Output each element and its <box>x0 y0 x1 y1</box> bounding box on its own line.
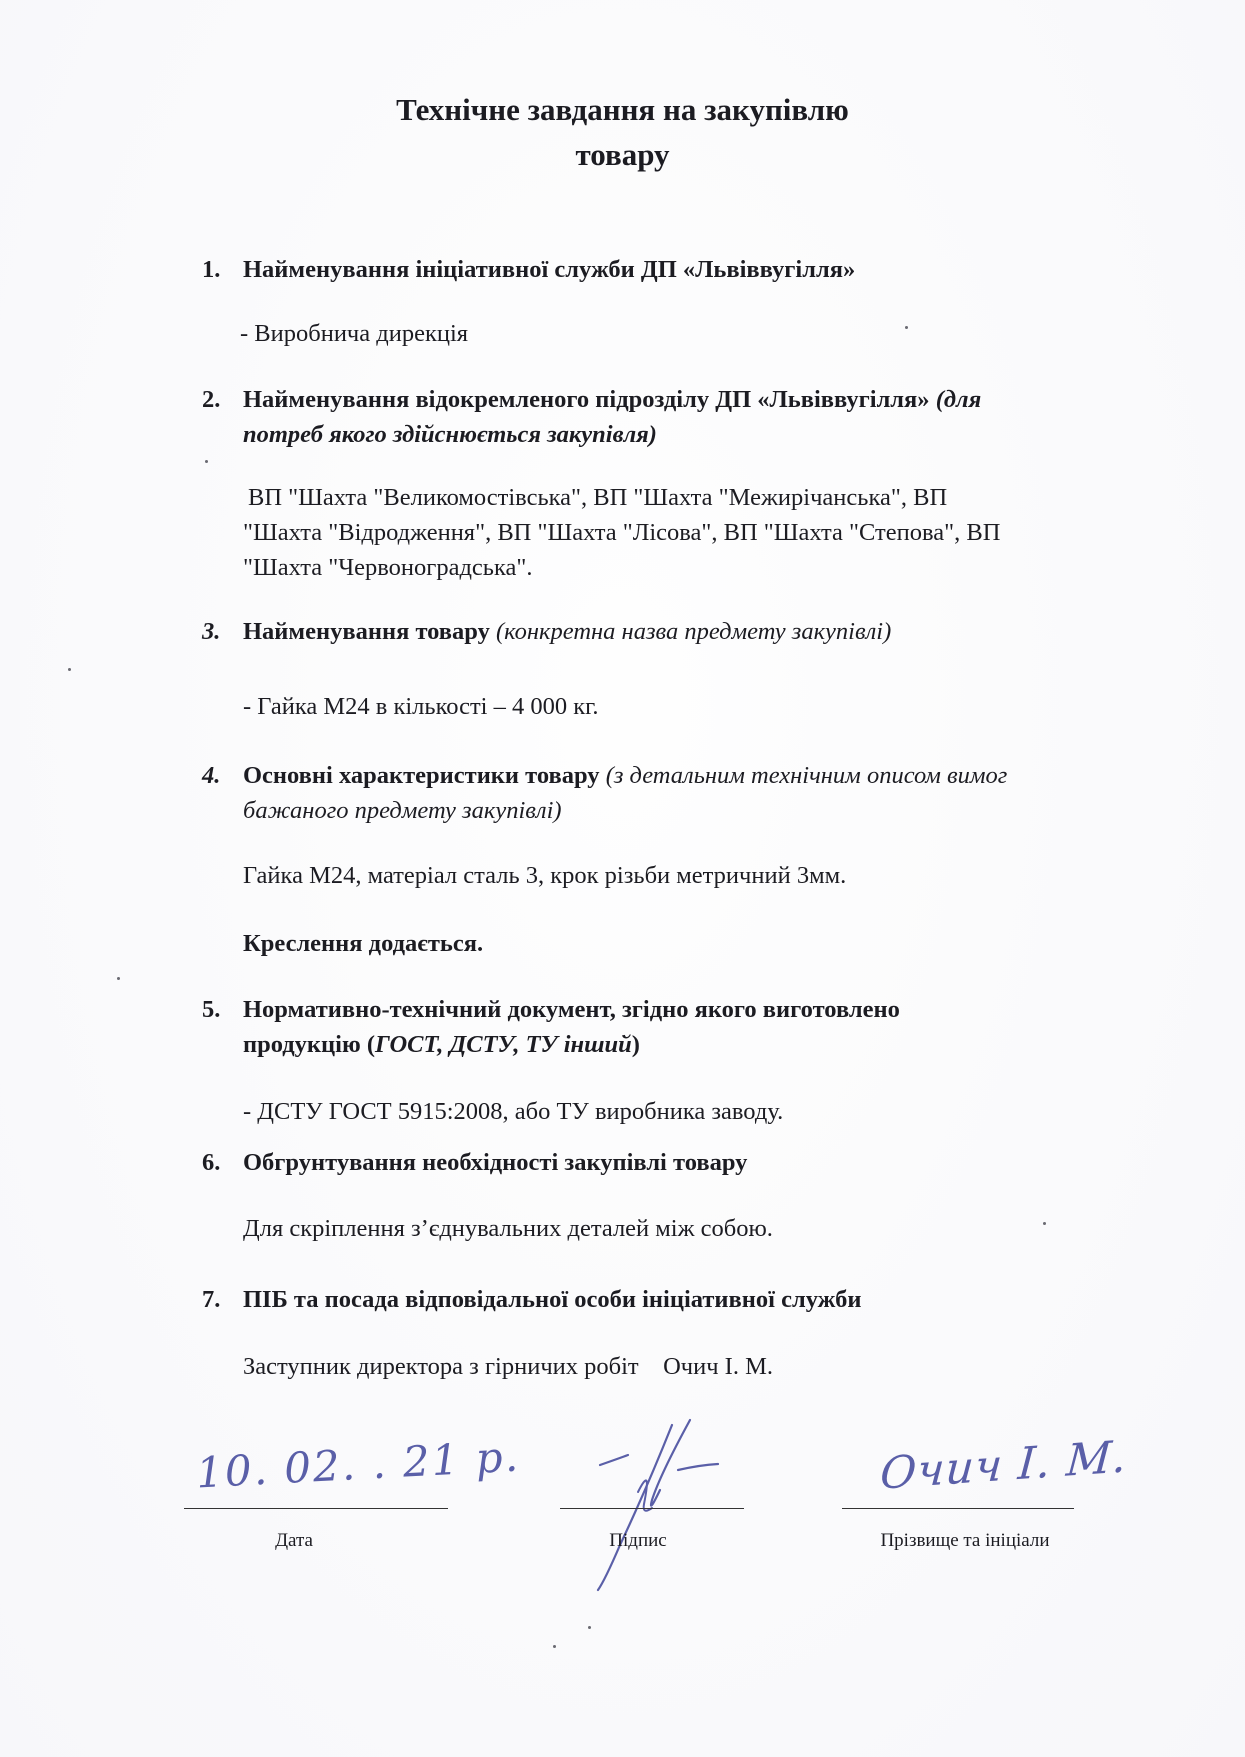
section-7-content: Заступник директора з гірничих робіт Очич І. М. <box>243 1353 773 1380</box>
scan-speck <box>117 977 120 980</box>
section-number: 6. <box>202 1149 221 1176</box>
content-line: "Шахта "Червоноградська". <box>243 554 533 581</box>
section-6-content: Для скріплення з’єднувальних деталей між собою. <box>243 1215 773 1242</box>
section-5-heading <box>202 992 1182 1062</box>
document-title: Технічне завдання на закупівлю <box>396 92 849 127</box>
name-line <box>842 1508 1074 1509</box>
section-number: 3. <box>202 618 221 645</box>
section-number: 7. <box>202 1286 221 1313</box>
section-heading <box>243 614 1182 649</box>
name-label: Прізвище та ініціали <box>880 1530 1050 1551</box>
section-heading-text: Основні характеристики товару <box>243 762 600 789</box>
section-heading-text-line2: продукцію ( <box>243 1031 375 1058</box>
section-4-content: Гайка М24, матеріал сталь 3, крок різьби метричний 3мм. <box>243 862 847 889</box>
signature-label: Підпис <box>609 1530 667 1551</box>
section-note-line2: бажаного предмету закупівлі) <box>243 797 562 824</box>
section-number: 1. <box>202 256 221 283</box>
section-number: 4. <box>202 762 221 789</box>
scan-speck <box>205 460 208 463</box>
scan-speck <box>905 326 908 329</box>
section-heading: Найменування ініціативної служби ДП «Львіввугілля» <box>243 256 856 283</box>
section-heading <box>243 992 1182 1062</box>
section-note-line2: потреб якого здійснюється закупівля) <box>243 421 657 448</box>
section-heading <box>243 382 1182 452</box>
section-number: 2. <box>202 386 221 413</box>
scan-speck <box>68 668 71 671</box>
section-2-heading <box>202 382 1182 452</box>
section-7-heading <box>202 1282 1182 1317</box>
date-label: Дата <box>275 1530 313 1551</box>
section-note: (конкретна назва предмету закупівлі) <box>495 618 892 645</box>
section-4-heading <box>202 758 1182 828</box>
section-heading-text: Найменування товару <box>243 618 490 645</box>
section-6-heading <box>202 1145 1182 1180</box>
handwritten-name: Очич І. М. <box>878 1431 1130 1500</box>
signature-scribble-icon <box>560 1420 750 1600</box>
scan-speck <box>588 1626 591 1629</box>
section-heading-text-end: ) <box>631 1031 640 1058</box>
section-note: ГОСТ, ДСТУ, ТУ інший <box>374 1031 632 1058</box>
section-1-heading <box>202 252 1182 287</box>
section-1-content: - Виробнича дирекція <box>240 320 469 347</box>
content-line: ВП "Шахта "Великомостівська", ВП "Шахта "Межирічанська", ВП <box>248 484 948 511</box>
section-number: 5. <box>202 996 221 1023</box>
section-note: (з детальним технічним описом вимог <box>605 762 1008 789</box>
section-heading: Обгрунтування необхідності закупівлі товару <box>243 1149 748 1176</box>
section-5-content: - ДСТУ ГОСТ 5915:2008, або ТУ виробника заводу. <box>243 1098 784 1125</box>
section-3-content: - Гайка М24 в кількості – 4 000 кг. <box>243 693 599 720</box>
section-heading-text: Найменування відокремленого підрозділу ДП «Львіввугілля» <box>243 386 930 413</box>
section-heading-text: Нормативно-технічний документ, згідно якого виготовлено <box>243 996 900 1023</box>
date-line <box>184 1508 448 1509</box>
scan-speck <box>1043 1222 1046 1225</box>
signature-line <box>560 1508 744 1509</box>
section-4-content-bold: Креслення додається. <box>243 930 484 957</box>
section-2-content <box>243 480 1168 585</box>
section-heading <box>243 758 1182 828</box>
section-note: (для <box>935 386 982 413</box>
section-3-heading <box>202 614 1182 649</box>
scan-speck <box>553 1645 556 1648</box>
content-line: "Шахта "Відродження", ВП "Шахта "Лісова", ВП "Шахта "Степова", ВП <box>243 519 1001 546</box>
document-title-line2: товару <box>575 137 670 172</box>
handwritten-date: 10. 02. . 21 р. <box>194 1431 522 1498</box>
section-heading: ПІБ та посада відповідальної особи ініціативної служби <box>243 1286 862 1313</box>
